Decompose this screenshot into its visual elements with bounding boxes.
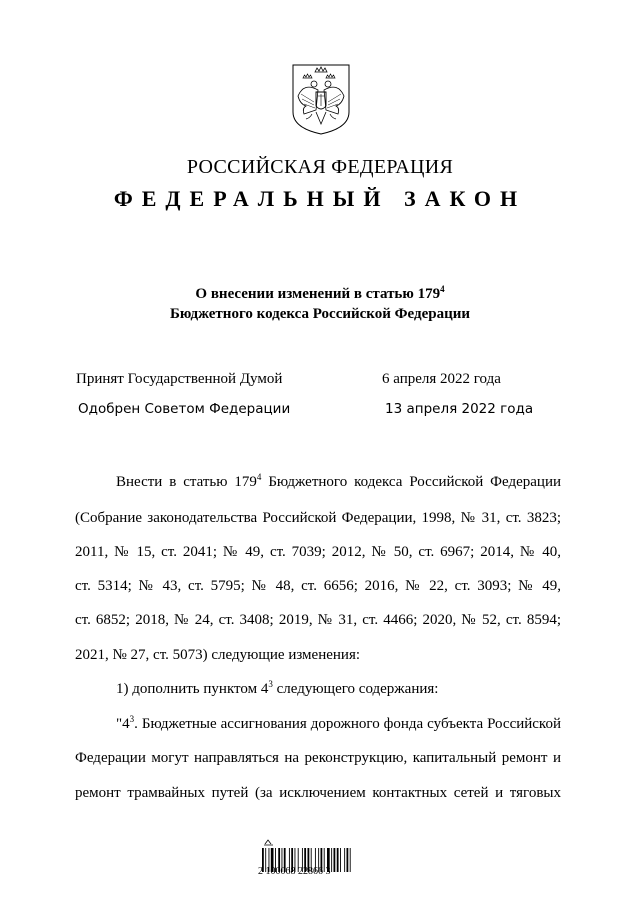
coat-of-arms-emblem — [290, 62, 352, 136]
body-text-line: ст. 6852; 2018, № 24, ст. 3408; 2019, № 31, ст. 4466; 2020, № 52, ст. 8594; — [75, 612, 561, 628]
council-approval-label: Одобрен Советом Федерации — [78, 401, 291, 417]
council-approval-date: 13 апреля 2022 года — [385, 401, 534, 417]
body-text-line: 2011, № 15, ст. 2041; № 49, ст. 7039; 2012, № 50, ст. 6967; 2014, № 40, — [75, 544, 561, 560]
law-title-line-2: Бюджетного кодекса Российской Федерации — [169, 306, 470, 322]
body-text-line: Федерации могут направляться на реконструкцию, капитальный ремонт и — [75, 750, 561, 766]
body-text-line: ремонт трамвайных путей (за исключением контактных сетей и тяговых — [75, 785, 561, 801]
law-title-line-1: О внесении изменений в статью $179^4$ — [195, 284, 445, 302]
body-text-line: Внести в статью $179^4$ Бюджетного кодекса Российской Федерации — [116, 472, 562, 490]
body-text-line: "$4^3$. Бюджетные ассигнования дорожного фонда субъекта Российской — [116, 714, 561, 732]
body-text-line: ст. 5314; № 43, ст. 5795; № 48, ст. 6656; 2016, № 22, ст. 3093; № 49, — [75, 578, 561, 594]
country-name: РОССИЙСКАЯ ФЕДЕРАЦИЯ — [186, 156, 454, 178]
law-title — [0, 284, 640, 324]
duma-adoption-date: 6 апреля 2022 года — [382, 371, 501, 387]
body-text-line: (Собрание законодательства Российской Федерации, 1998, № 31, ст. 3823; — [75, 510, 561, 526]
document-type: ФЕДЕРАЛЬНЫЙ ЗАКОН — [113, 186, 527, 211]
body-text-line: 2021, № 27, ст. 5073) следующие изменения: — [75, 647, 361, 663]
barcode-number: 2 100068 22866 3 — [258, 866, 331, 877]
body-text-line: 1) дополнить пунктом $4^3$ следующего содержания: — [116, 679, 439, 697]
duma-adoption-label: Принят Государственной Думой — [76, 371, 283, 387]
